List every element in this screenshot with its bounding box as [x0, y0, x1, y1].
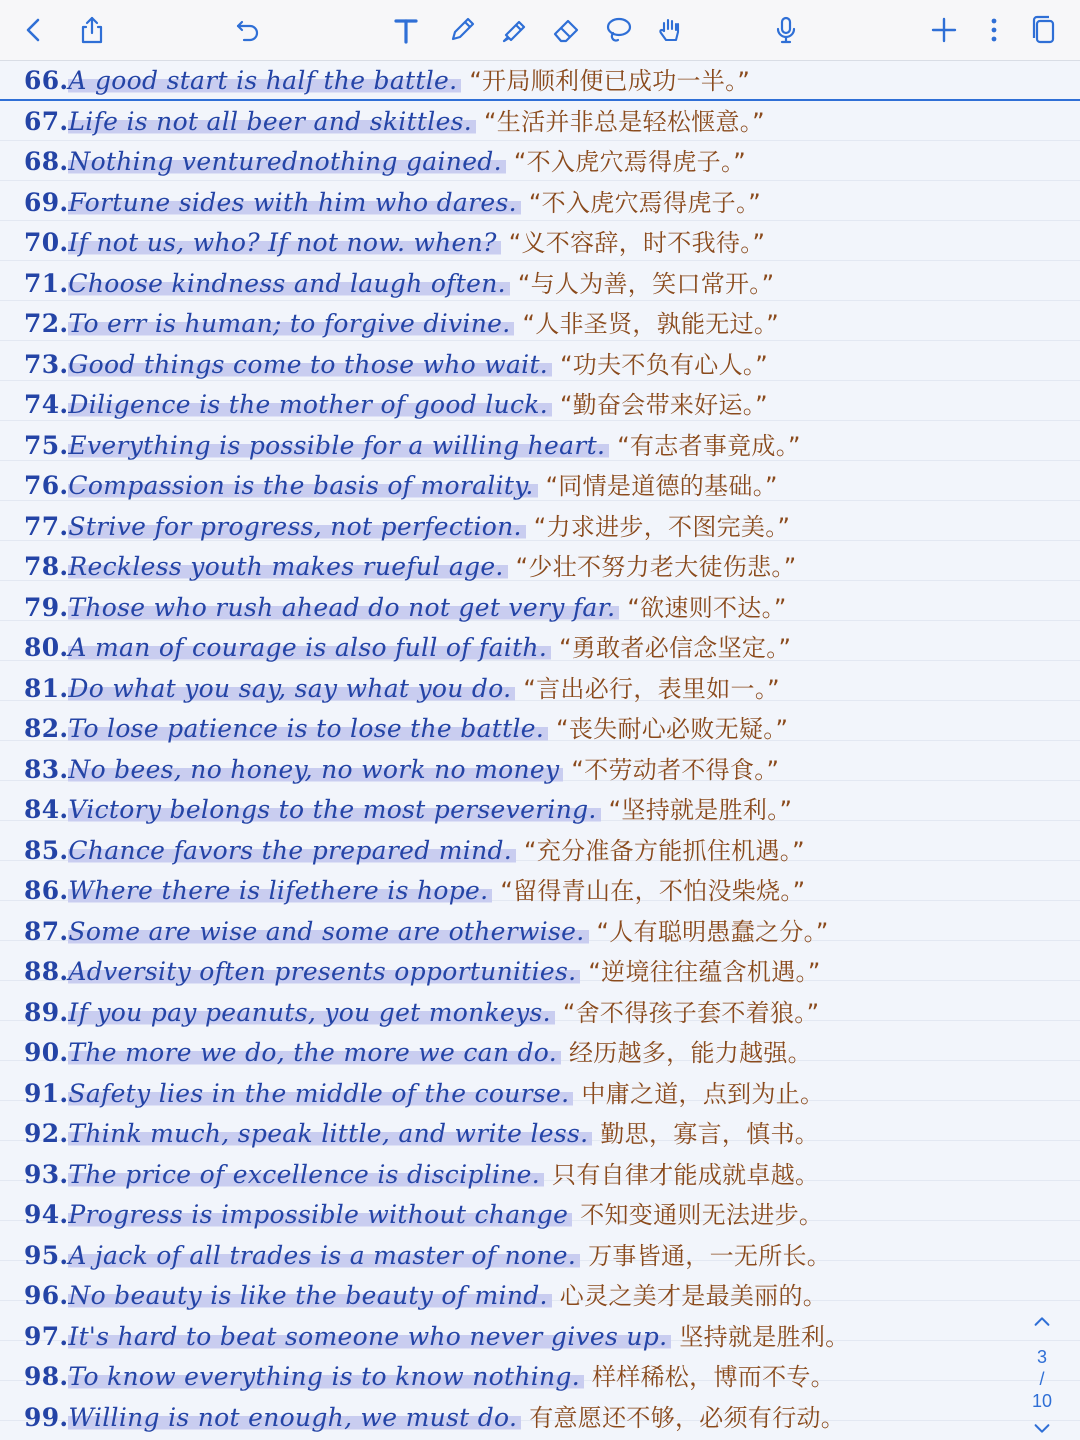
- note-number: 92.: [24, 1119, 69, 1148]
- note-line: [24, 345, 1024, 386]
- chinese-translation: “与人为善，笑口常开。”: [517, 269, 775, 298]
- english-proverb: Some are wise and some are otherwise.: [68, 917, 588, 946]
- chinese-translation: “有志者事竟成。”: [617, 431, 801, 460]
- back-icon[interactable]: [14, 10, 54, 50]
- note-number: 69.: [24, 187, 69, 217]
- chinese-translation: “言出必行，表里如一。”: [523, 674, 780, 703]
- chinese-translation: 有意愿还不够，必须有行动。: [529, 1403, 846, 1432]
- note-line: [24, 547, 1024, 588]
- notes-list: [24, 61, 1024, 1438]
- english-proverb: If you pay peanuts, you get monkeys.: [68, 998, 554, 1027]
- note-line: [24, 709, 1024, 750]
- note-number: 81.: [24, 673, 69, 703]
- english-proverb: The more we do, the more we can do.: [68, 1038, 561, 1067]
- english-proverb: Willing is not enough, we must do.: [68, 1403, 521, 1432]
- chinese-translation: “舍不得孩子套不着狼。”: [562, 998, 820, 1027]
- text-tool-icon[interactable]: [386, 10, 426, 50]
- chinese-translation: 不知变通则无法进步。: [580, 1201, 824, 1229]
- english-proverb: A man of courage is also full of faith.: [68, 633, 551, 662]
- note-number: 85.: [24, 835, 69, 865]
- english-proverb: No bees, no honey, no work no money: [68, 755, 563, 784]
- chinese-translation: 勤思，寡言，慎书。: [600, 1120, 820, 1148]
- chinese-translation: “不劳动者不得食。”: [571, 755, 780, 784]
- share-icon[interactable]: [72, 10, 112, 50]
- note-line: [24, 102, 1024, 143]
- note-page[interactable]: [0, 61, 1080, 1440]
- note-number: 99.: [24, 1402, 69, 1432]
- note-line: [24, 142, 1024, 183]
- english-proverb: Safety lies in the middle of the course.: [68, 1079, 573, 1108]
- english-proverb: Those who rush ahead do not get very far.: [68, 593, 619, 622]
- pages-icon[interactable]: [1024, 10, 1064, 50]
- note-line: [24, 952, 1024, 993]
- chinese-translation: “坚持就是胜利。”: [608, 796, 793, 824]
- chinese-translation: “勤奋会带来好运。”: [559, 391, 768, 419]
- page-up-icon[interactable]: [1014, 1306, 1070, 1346]
- note-line: [24, 993, 1024, 1034]
- current-page: 3: [1036, 1347, 1047, 1367]
- chinese-translation: “人非圣贤，孰能无过。”: [522, 310, 779, 338]
- note-line: [24, 1195, 1024, 1236]
- note-number: 77.: [24, 511, 69, 541]
- english-proverb: Diligence is the mother of good luck.: [68, 390, 552, 419]
- chinese-translation: “留得青山在，不怕没柴烧。”: [500, 877, 806, 905]
- chinese-translation: “少壮不努力老大徒伤悲。”: [515, 553, 797, 581]
- eraser-icon[interactable]: [546, 10, 586, 50]
- toolbar: [0, 0, 1080, 61]
- note-line: [24, 1155, 1024, 1196]
- note-line: [24, 628, 1024, 669]
- note-line: [24, 264, 1024, 305]
- chinese-translation: “逆境往往蕴含机遇。”: [588, 958, 821, 986]
- chinese-translation: 经历越多，能力越强。: [568, 1039, 812, 1067]
- note-number: 95.: [24, 1240, 69, 1270]
- note-line: [24, 1317, 1024, 1358]
- note-line: [24, 223, 1024, 264]
- note-number: 68.: [24, 147, 69, 176]
- english-proverb: Adversity often presents opportunities.: [68, 957, 580, 986]
- english-proverb: To know everything is to know nothing.: [68, 1362, 584, 1391]
- note-line: [24, 912, 1024, 953]
- english-proverb: Chance favors the prepared mind.: [68, 836, 516, 865]
- note-line: [24, 1074, 1024, 1115]
- english-proverb: Nothing venturednothing gained.: [68, 147, 505, 176]
- chinese-translation: “同情是道德的基础。”: [545, 472, 778, 500]
- english-proverb: The price of excellence is discipline.: [68, 1160, 544, 1189]
- chinese-translation: 中庸之道，点到为止。: [581, 1079, 825, 1108]
- chinese-translation: “欲速则不达。”: [627, 593, 787, 622]
- english-proverb: Compassion is the basis of morality.: [68, 471, 537, 500]
- english-proverb: Everything is possible for a willing heart.: [68, 431, 609, 460]
- add-icon[interactable]: [924, 10, 964, 50]
- note-number: 79.: [24, 592, 69, 622]
- chinese-translation: “勇敢者必信念坚定。”: [559, 634, 792, 662]
- note-number: 74.: [24, 390, 69, 419]
- chinese-translation: “不入虎穴焉得虎子。”: [513, 148, 747, 176]
- more-icon[interactable]: [974, 10, 1014, 50]
- note-number: 76.: [24, 471, 69, 500]
- note-line: [24, 466, 1024, 507]
- english-proverb: Reckless youth makes rueful age.: [68, 552, 507, 581]
- note-number: 70.: [24, 228, 69, 257]
- chinese-translation: 只有自律才能成就卓越。: [552, 1160, 820, 1189]
- hand-tool-icon[interactable]: [650, 10, 690, 50]
- english-proverb: Fortune sides with him who dares.: [68, 188, 520, 217]
- note-number: 66.: [24, 66, 69, 95]
- pen-icon[interactable]: [442, 10, 482, 50]
- chinese-translation: “充分准备方能抓住机遇。”: [524, 836, 805, 865]
- note-number: 94.: [24, 1200, 69, 1229]
- note-line: [24, 426, 1024, 467]
- note-line: [24, 588, 1024, 629]
- microphone-icon[interactable]: [766, 10, 806, 50]
- english-proverb: Think much, speak little, and write less.: [68, 1119, 592, 1148]
- note-line: [24, 385, 1024, 426]
- note-line: [24, 790, 1024, 831]
- note-line: [24, 1033, 1024, 1074]
- chinese-translation: 万事皆通，一无所长。: [588, 1241, 832, 1270]
- chinese-translation: 坚持就是胜利。: [679, 1322, 850, 1351]
- note-line: [24, 61, 1024, 102]
- english-proverb: Do what you say, say what you do.: [68, 674, 515, 703]
- note-number: 67.: [24, 106, 69, 136]
- note-line: [24, 750, 1024, 791]
- note-line: [24, 669, 1024, 710]
- undo-icon[interactable]: [228, 10, 268, 50]
- note-number: 78.: [24, 552, 69, 581]
- note-number: 73.: [24, 349, 69, 379]
- note-line: [24, 1236, 1024, 1277]
- english-proverb: Where there is lifethere is hope.: [68, 876, 492, 905]
- english-proverb: To err is human; to forgive divine.: [68, 309, 514, 338]
- chinese-translation: “不入虎穴焉得虎子。”: [528, 188, 762, 217]
- note-number: 80.: [24, 633, 69, 662]
- note-number: 89.: [24, 997, 69, 1027]
- note-number: 72.: [24, 309, 69, 338]
- note-number: 87.: [24, 916, 69, 946]
- note-line: [24, 304, 1024, 345]
- chinese-translation: “开局顺利便已成功一半。”: [469, 67, 751, 95]
- note-line: [24, 183, 1024, 224]
- note-line: [24, 831, 1024, 872]
- note-number: 86.: [24, 876, 69, 905]
- note-number: 82.: [24, 714, 69, 743]
- note-number: 93.: [24, 1159, 69, 1189]
- english-proverb: A jack of all trades is a master of none.: [68, 1241, 580, 1270]
- english-proverb: To lose patience is to lose the battle.: [68, 714, 548, 743]
- english-proverb: If not us, who? If not now. when?: [68, 228, 500, 257]
- note-line: [24, 1276, 1024, 1317]
- page-navigator: [1014, 1306, 1070, 1440]
- note-line: [24, 507, 1024, 548]
- note-number: 90.: [24, 1038, 69, 1067]
- note-number: 83.: [24, 754, 69, 784]
- chinese-translation: “义不容辞，时不我待。”: [508, 229, 766, 257]
- note-number: 84.: [24, 795, 69, 824]
- english-proverb: Choose kindness and laugh often.: [68, 269, 509, 298]
- note-number: 75.: [24, 430, 69, 460]
- english-proverb: Victory belongs to the most persevering.: [68, 795, 600, 824]
- note-number: 71.: [24, 268, 69, 298]
- chinese-translation: 样样稀松，博而不专。: [591, 1363, 835, 1391]
- chinese-translation: “丧失耐心必败无疑。”: [556, 715, 789, 743]
- english-proverb: No beauty is like the beauty of mind.: [68, 1281, 551, 1310]
- english-proverb: A good start is half the battle.: [68, 66, 461, 95]
- chinese-translation: “人有聪明愚蠢之分。”: [596, 917, 829, 946]
- note-line: [24, 1357, 1024, 1398]
- note-number: 91.: [24, 1078, 69, 1108]
- lasso-icon[interactable]: [598, 10, 638, 50]
- chinese-translation: 心灵之美才是最美丽的。: [559, 1282, 828, 1310]
- note-number: 88.: [24, 957, 69, 986]
- chinese-translation: “生活并非总是轻松惬意。”: [484, 107, 765, 136]
- page-down-icon[interactable]: [1014, 1412, 1070, 1440]
- chinese-translation: “功夫不负有心人。”: [560, 350, 768, 379]
- page-separator: /: [1039, 1369, 1045, 1389]
- note-line: [24, 1398, 1024, 1439]
- english-proverb: Life is not all beer and skittles.: [68, 107, 476, 136]
- note-number: 96.: [24, 1281, 69, 1310]
- total-pages: 10: [1031, 1391, 1053, 1411]
- english-proverb: It's hard to beat someone who never gives up.: [68, 1322, 671, 1351]
- chinese-translation: “力求进步，不图完美。”: [533, 512, 791, 541]
- note-line: [24, 871, 1024, 912]
- note-number: 98.: [24, 1362, 69, 1391]
- english-proverb: Progress is impossible without change: [68, 1200, 572, 1229]
- english-proverb: Strive for progress, not perfection.: [68, 512, 525, 541]
- note-number: 97.: [24, 1321, 69, 1351]
- english-proverb: Good things come to those who wait.: [68, 350, 552, 379]
- highlighter-icon[interactable]: [494, 10, 534, 50]
- note-line: [24, 1114, 1024, 1155]
